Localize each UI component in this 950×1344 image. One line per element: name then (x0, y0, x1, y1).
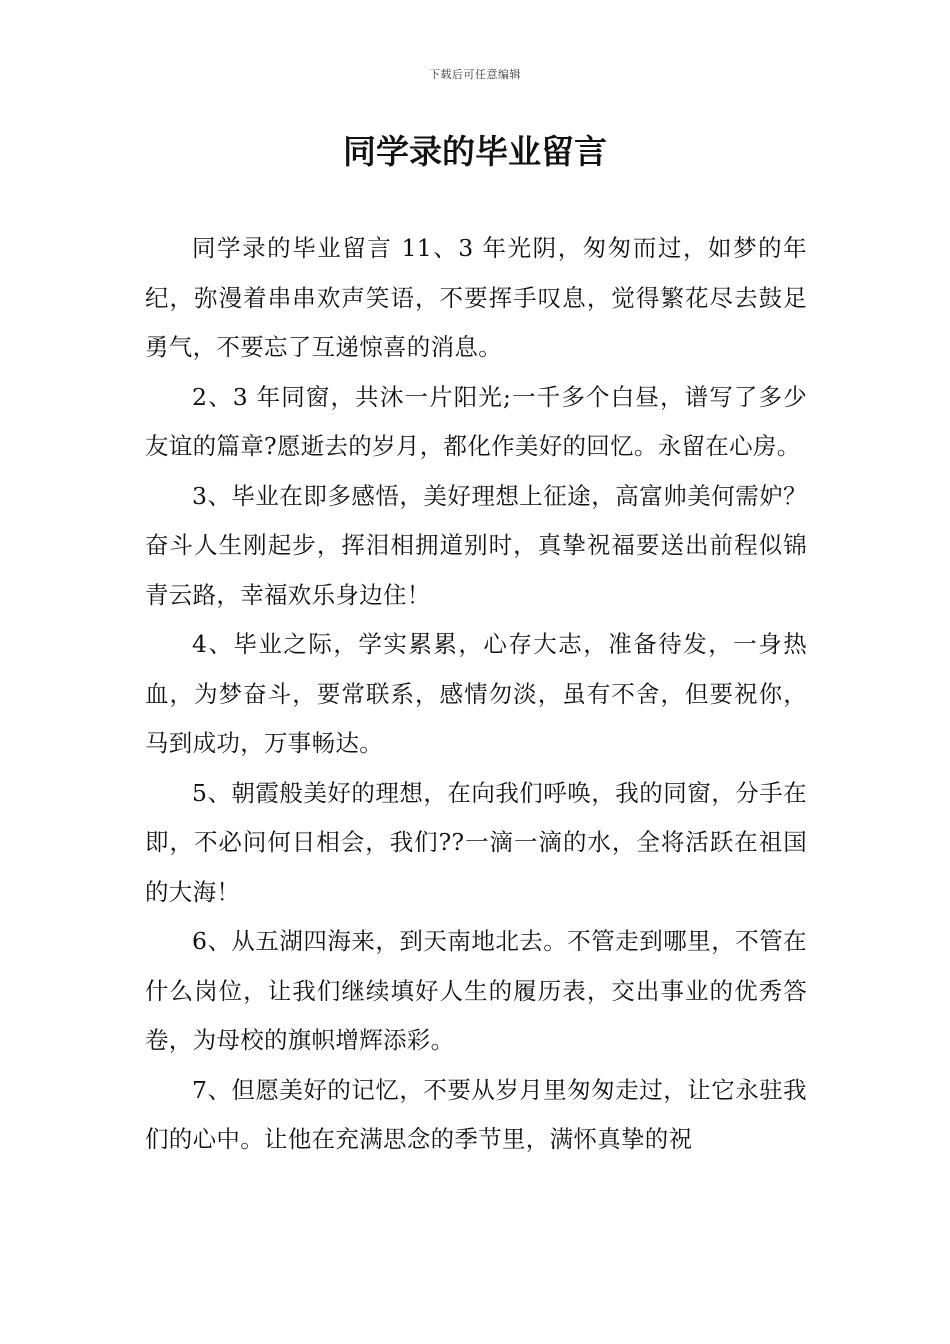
paragraph-2: 2、3 年同窗，共沐一片阳光;一千多个白昼，谱写了多少友谊的篇章?愿逝去的岁月，都化作美好的回忆。永留在心房。 (145, 382, 807, 460)
header-note: 下载后可任意编辑 (429, 68, 521, 81)
paragraph-5: 5、朝霞般美好的理想，在向我们呼唤，我的同窗，分手在即，不必问何日相会，我们??一滴一滴的水，全将活跃在祖国的大海！ (145, 778, 807, 906)
paragraph-4: 4、毕业之际，学实累累，心存大志，准备待发，一身热血，为梦奋斗，要常联系，感情勿淡，虽有不舍，但要祝你，马到成功，万事畅达。 (145, 630, 807, 757)
paragraph-3: 3、毕业在即多感悟，美好理想上征途，高富帅美何需妒？奋斗人生刚起步，挥泪相拥道别时，真挚祝福要送出前程似锦青云路，幸福欢乐身边住！ (145, 481, 807, 609)
body-text (145, 224, 807, 1165)
page-title: 同学录的毕业留言 (343, 132, 607, 171)
paragraph-1: 同学录的毕业留言 11、3 年光阴，匆匆而过，如梦的年纪，弥漫着串串欢声笑语，不要挥手叹息，觉得繁花尽去鼓足勇气，不要忘了互递惊喜的消息。 (145, 234, 807, 361)
paragraph-6: 6、从五湖四海来，到天南地北去。不管走到哪里，不管在什么岗位，让我们继续填好人生的履历表，交出事业的优秀答卷，为母校的旗帜增辉添彩。 (145, 927, 807, 1054)
paragraph-7: 7、但愿美好的记忆，不要从岁月里匆匆走过，让它永驻我们的心中。让他在充满思念的季节里，满怀真挚的祝 (145, 1075, 807, 1153)
